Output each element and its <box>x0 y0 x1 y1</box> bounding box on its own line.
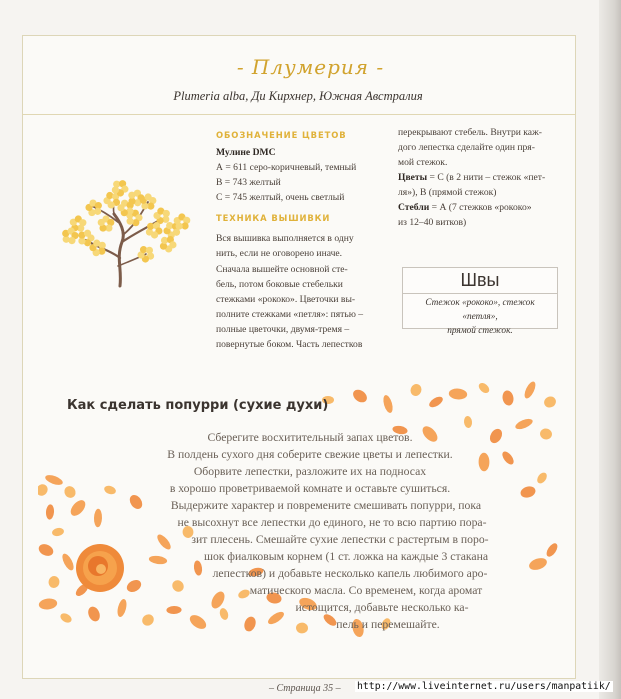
potpourri-line-4: в хорошо проветриваемой комнате и оставьте сушиться. <box>169 482 451 495</box>
petal <box>427 395 444 410</box>
technique-line-4: бель, потом боковые стебельки <box>216 279 343 290</box>
continuation-line-3: мой стежок. <box>398 157 448 168</box>
blossom-petal <box>128 192 135 199</box>
potpourri-line-2: В полдень сухого дня соберите свежие цветы и лепестки. <box>167 448 453 461</box>
potpourri-line-7: зит плесень. Смешайте сухие лепестки с растертым в порo- <box>191 533 489 546</box>
blossom-petal <box>117 204 124 211</box>
technique-line-2: нить, если не оговорено иначе. <box>216 248 343 259</box>
petal <box>448 388 467 400</box>
petal <box>351 387 370 405</box>
page-number: – Страница 35 – <box>269 683 341 694</box>
header-divider <box>22 114 575 115</box>
potpourri-line-3: Оборвите лепестки, разложите их на подносах <box>193 465 427 478</box>
blossom-petal <box>68 237 75 244</box>
stems-line: Стебли = А (7 стежков «рококо» <box>398 202 532 213</box>
technique-line-3: Сначала вышейте основной сте- <box>216 264 348 275</box>
legend-brand: Мулине DMC <box>216 147 276 158</box>
petal <box>542 394 558 409</box>
potpourri-line-12: пель и перемешайте. <box>336 618 440 631</box>
potpourri-line-1: Сберегите восхитительный запах цветов. <box>207 431 413 444</box>
blossom-petal <box>108 201 115 208</box>
blossom-petal <box>176 223 183 230</box>
blossom-petal <box>163 210 170 217</box>
blossom-petal <box>146 247 153 254</box>
technique-heading: ТЕХНИКА ВЫШИВКИ <box>216 213 331 223</box>
legend-item-c: С = 745 желтый, очень светлый <box>216 192 345 203</box>
blossom-petal <box>84 230 91 237</box>
blossom-petal <box>169 241 176 248</box>
tree-blossoms <box>62 180 190 262</box>
source-url[interactable]: http://www.liveinternet.ru/users/manpatiik/ <box>357 681 611 692</box>
blossom-petal <box>145 193 152 200</box>
plumeria-tree-illustration <box>50 178 200 288</box>
potpourri-line-10: матического масла. Со временем, когда аромат <box>249 584 483 597</box>
petal <box>45 504 54 520</box>
potpourri-line-6: не высохнут все лепестки до единого, не то всю партию пора- <box>177 516 487 529</box>
continuation-line-2: дого лепестка сделайте один пря- <box>398 142 535 153</box>
petal <box>48 575 61 589</box>
blossom-petal <box>79 219 86 226</box>
continuation-line-1: перекрывают стебель. Внутри каж- <box>398 127 542 138</box>
technique-line-5: стежками «рококо». Цветочки вы- <box>216 294 356 305</box>
petal <box>409 382 423 397</box>
technique-line-7: полные цветочки, двумя-тремя – <box>216 324 350 335</box>
potpourri-line-9: лепестков) и добавьте несколько капель любимого аро- <box>212 567 488 580</box>
blossom-petal <box>93 240 100 247</box>
stems-line-2: из 12–40 витков) <box>398 217 467 228</box>
blossom-petal <box>127 218 134 225</box>
petal <box>522 380 537 400</box>
blossom-petal <box>151 231 158 238</box>
petal <box>38 542 55 558</box>
seams-box <box>402 267 558 336</box>
blossom-petal <box>98 219 105 226</box>
petal <box>60 552 76 572</box>
petal <box>382 394 395 414</box>
technique-line-1: Вся вышивка выполняется в одну <box>216 233 354 244</box>
potpourri-line-8: шок фиалковым корнем (1 ст. ложка на каждые 3 стакана <box>203 550 489 563</box>
flowers-line: Цветы = С (в 2 нити – стежок «пет- <box>398 172 546 183</box>
page-title: - Плумерия - <box>236 55 385 79</box>
blossom-petal <box>94 208 101 215</box>
petal <box>501 390 515 407</box>
potpourri-title: Как сделать попурри (сухие духи) <box>67 398 329 413</box>
technique-line-6: полните стежками «петля»: пятью – <box>216 309 364 320</box>
petal <box>514 417 534 431</box>
flowers-line-2: ля»), В (прямой стежок) <box>398 187 497 198</box>
potpourri-line-5: Выдержите характер и повремените смешивать попурри, пока <box>170 499 482 512</box>
page-subtitle: Plumeria alba, Ди Кирхнер, Южная Австралия <box>173 89 423 103</box>
potpourri-line-11: истощится, добавьте несколько ка- <box>295 601 469 614</box>
petal <box>477 381 491 395</box>
seams-body: Стежок «рококо», стежок «петля», прямой стежок. <box>425 298 535 336</box>
legend-item-a: А = 611 серо-коричневый, темный <box>216 162 357 173</box>
blossom-petal <box>112 186 119 193</box>
petal <box>59 612 73 625</box>
petal <box>38 598 58 611</box>
technique-line-8: повернутые боком. Часть лепестков <box>216 339 363 350</box>
legend-heading: ОБОЗНАЧЕНИЕ ЦВЕТОВ <box>216 130 347 140</box>
petal <box>463 416 472 429</box>
seams-title: Швы <box>403 268 557 294</box>
legend-item-b: В = 743 желтый <box>216 177 281 188</box>
petal <box>86 605 102 623</box>
